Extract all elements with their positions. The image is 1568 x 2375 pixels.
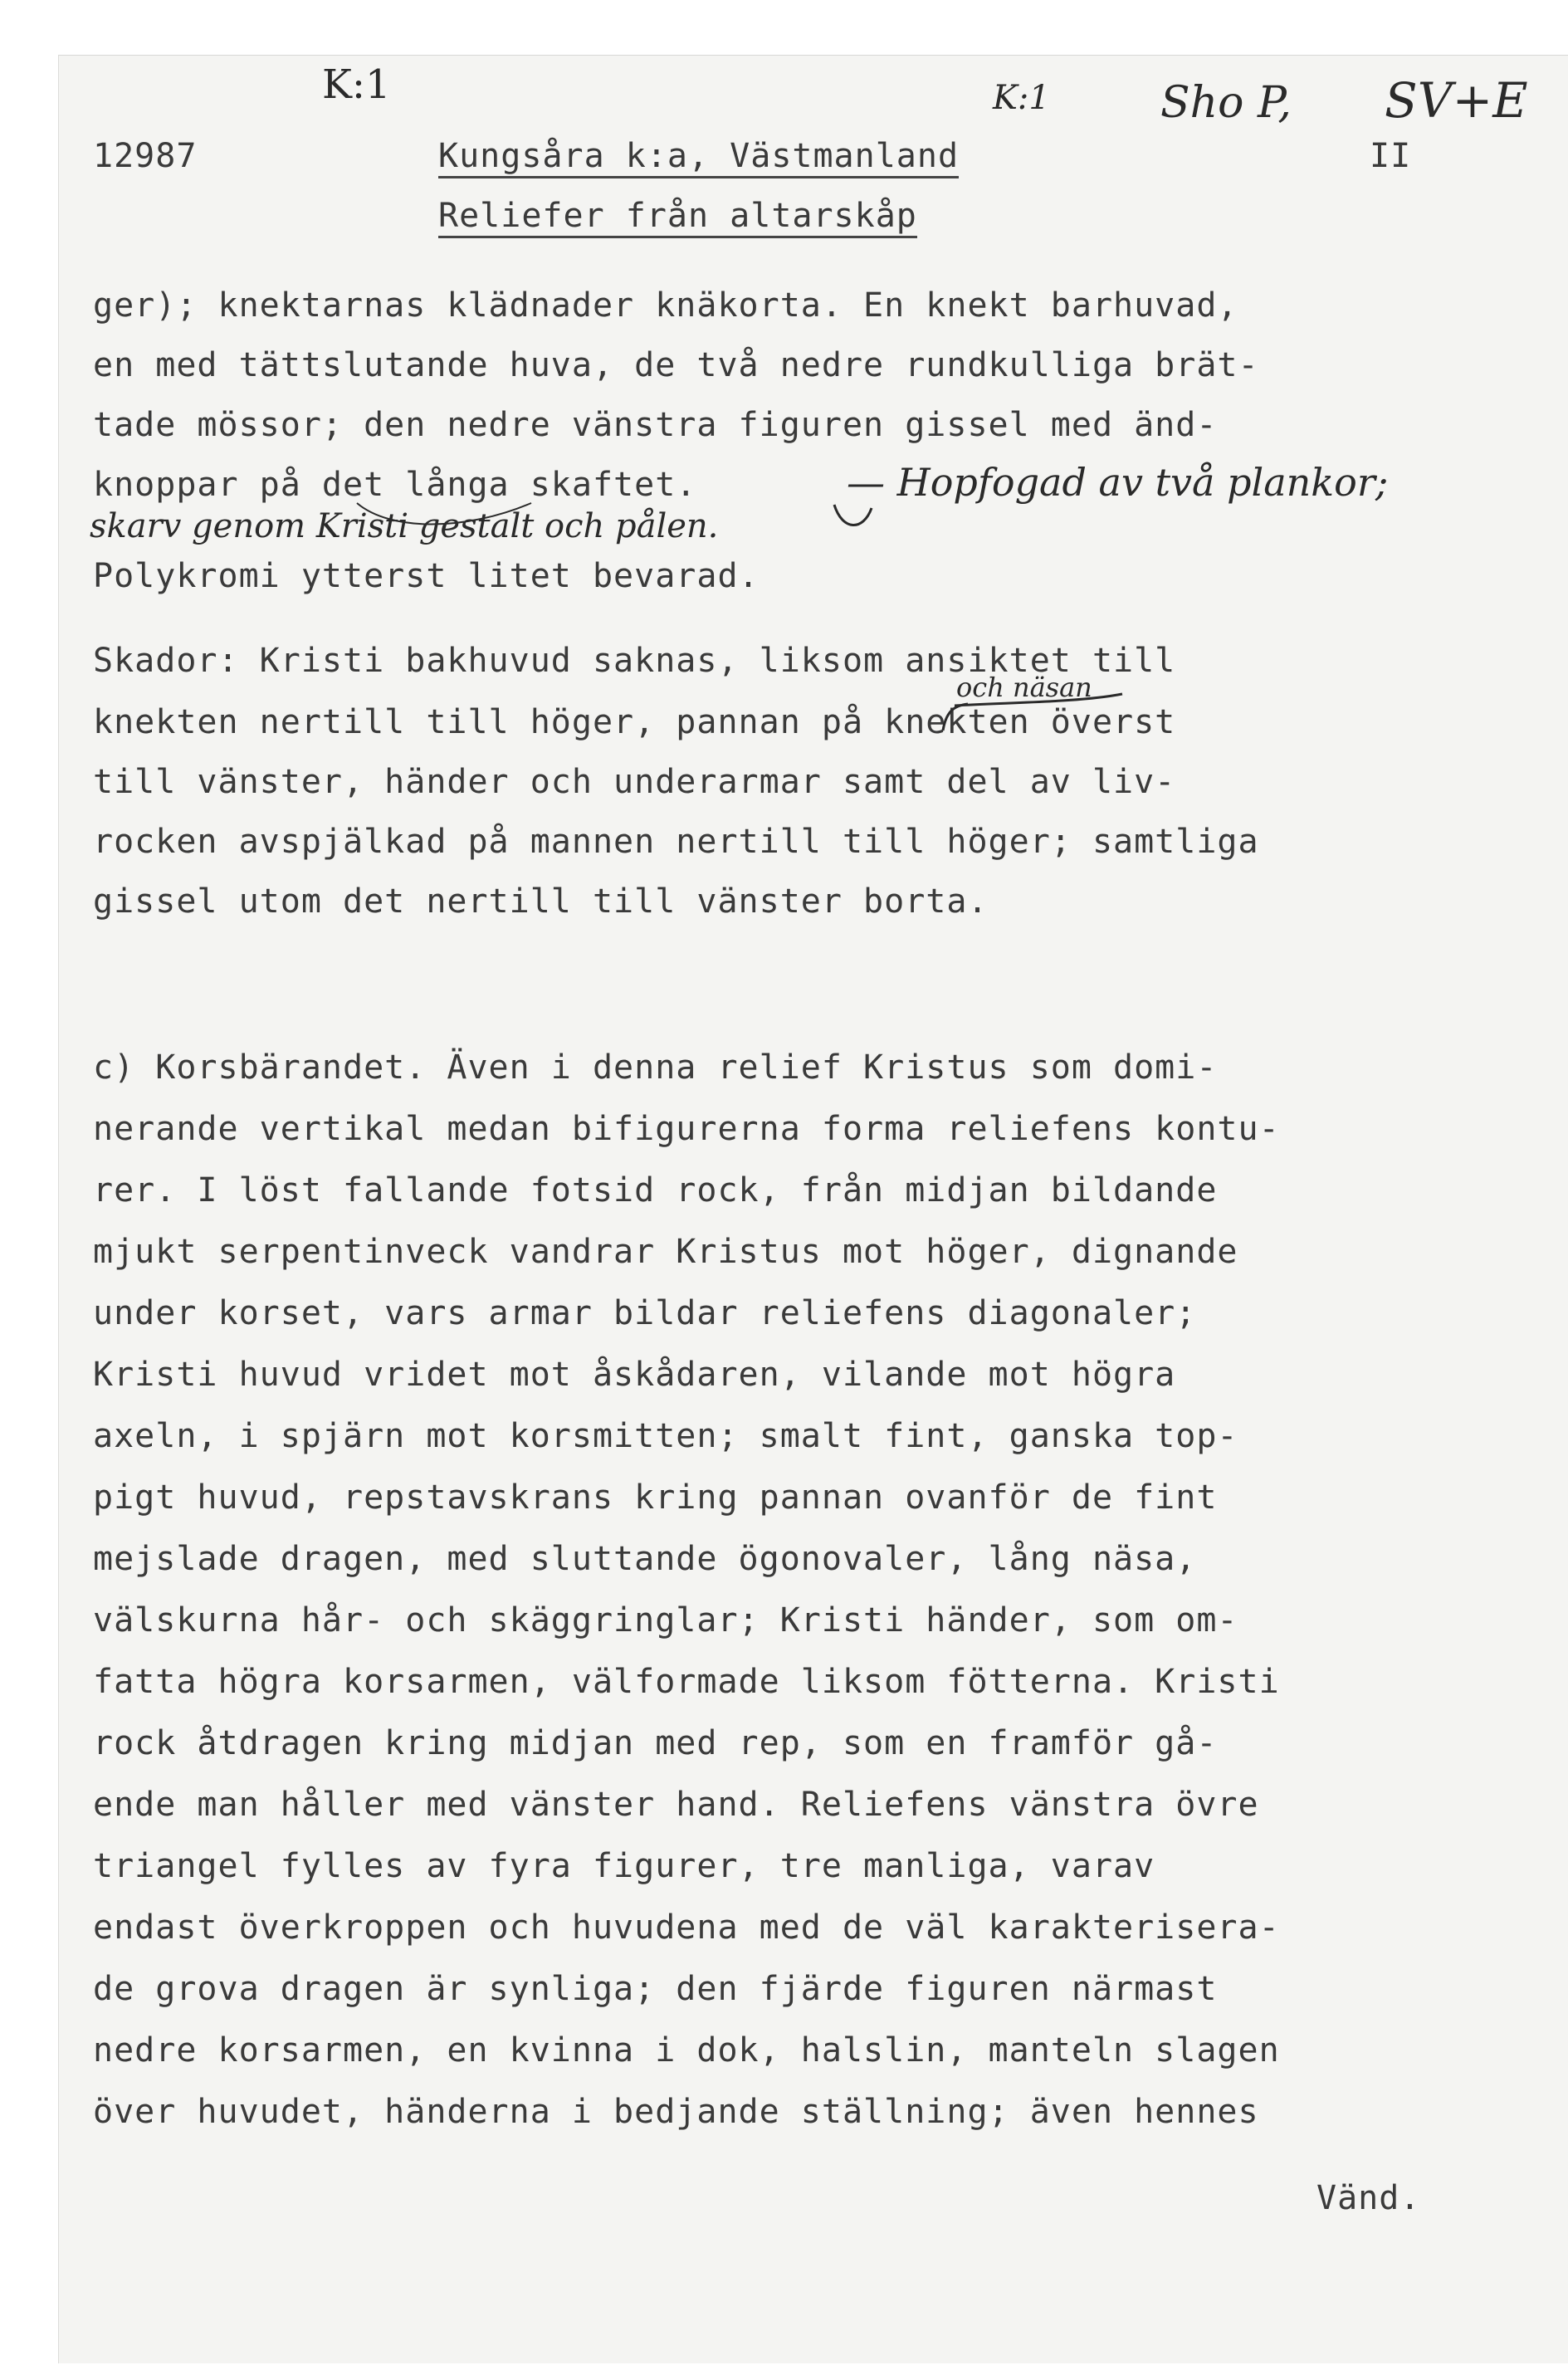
paragraph-3-line: de grova dragen är synliga; den fjärde figuren närmast xyxy=(93,1970,1218,2008)
paragraph-3-line: välskurna hår- och skäggringlar; Kristi händer, som om- xyxy=(93,1601,1238,1640)
insert-loop-stroke xyxy=(834,505,872,525)
handwritten-insert-seam: skarv genom Kristi gestalt och pålen. xyxy=(90,507,719,545)
paragraph-3-line: ende man håller med vänster hand. Reliefens vänstra övre xyxy=(93,1786,1259,1824)
paragraph-2-line: Skador: Kristi bakhuvud saknas, liksom ansiktet till xyxy=(93,642,1176,680)
paragraph-3-line: triangel fylles av fyra figurer, tre manliga, varav xyxy=(93,1847,1155,1885)
paragraph-3-line: pigt huvud, repstavskrans kring pannan ovanför de fint xyxy=(93,1478,1218,1517)
location-heading: Kungsåra k:a, Västmanland xyxy=(438,139,959,178)
handwritten-mark-k1-mid: K:1 xyxy=(993,79,1050,117)
turn-page-label: Vänd. xyxy=(1316,2179,1421,2217)
insert-underline-stroke xyxy=(955,694,1122,706)
handwritten-insert-nose: och näsan xyxy=(956,672,1092,703)
paragraph-1-line: tade mössor; den nedre vänstra figuren gissel med änd- xyxy=(93,406,1218,444)
handwritten-signature-1: Sho P, xyxy=(1160,78,1292,128)
catalog-number: 12987 xyxy=(93,137,198,175)
paragraph-3-line: axeln, i spjärn mot korsmitten; smalt fint, ganska top- xyxy=(93,1417,1238,1455)
paragraph-3-line: mjukt serpentinveck vandrar Kristus mot höger, dignande xyxy=(93,1233,1238,1271)
handwritten-signature-2: SV+E xyxy=(1385,72,1528,129)
paragraph-3-line: nedre korsarmen, en kvinna i dok, halslin, manteln slagen xyxy=(93,2031,1280,2070)
paragraph-3-line: endast överkroppen och huvudena med de väl karakterisera- xyxy=(93,1908,1280,1947)
paragraph-1-line: ger); knektarnas klädnader knäkorta. En knekt barhuvad, xyxy=(93,286,1238,325)
paragraph-3-line: rer. I löst fallande fotsid rock, från midjan bildande xyxy=(93,1171,1218,1209)
paragraph-3-line: över huvudet, händerna i bedjande ställning; även hennes xyxy=(93,2093,1259,2131)
paragraph-1-line: en med tättslutande huva, de två nedre rundkulliga brät- xyxy=(93,346,1259,384)
paragraph-1-line: knoppar på det långa skaftet. xyxy=(93,466,697,504)
paragraph-3-line: mejslade dragen, med sluttande ögonovaler, lång näsa, xyxy=(93,1540,1197,1578)
paragraph-3-line: under korset, vars armar bildar reliefens diagonaler; xyxy=(93,1294,1197,1332)
paragraph-2-line: rocken avspjälkad på mannen nertill till höger; samtliga xyxy=(93,823,1259,861)
paragraph-3-line: fatta högra korsarmen, välformade liksom fötterna. Kristi xyxy=(93,1663,1280,1701)
handwritten-mark-k1-left: K:1 xyxy=(322,61,391,108)
paragraph-2-line: knekten nertill till höger, pannan på knekten överst xyxy=(93,703,1176,741)
page-number: II xyxy=(1370,137,1412,175)
paragraph-3-line: rock åtdragen kring midjan med rep, som en framför gå- xyxy=(93,1724,1218,1762)
insert-line-stroke xyxy=(357,503,531,525)
paragraph-2-line: gissel utom det nertill till vänster borta. xyxy=(93,882,989,921)
subject-heading: Reliefer från altarskåp xyxy=(438,199,917,238)
paragraph-3-line: Kristi huvud vridet mot åskådaren, vilande mot högra xyxy=(93,1356,1176,1394)
paragraph-2-line: till vänster, händer och underarmar samt del av liv- xyxy=(93,763,1176,801)
handwritten-insert-planks: — Hopfogad av två plankor; xyxy=(847,460,1389,505)
paragraph-1-line: Polykromi ytterst litet bevarad. xyxy=(93,557,760,595)
insert-caret-stroke xyxy=(943,704,968,731)
paragraph-3-line: nerande vertikal medan bifigurerna forma reliefens kontu- xyxy=(93,1110,1280,1148)
paragraph-3-line: c) Korsbärandet. Även i denna relief Kristus som domi- xyxy=(93,1048,1218,1087)
